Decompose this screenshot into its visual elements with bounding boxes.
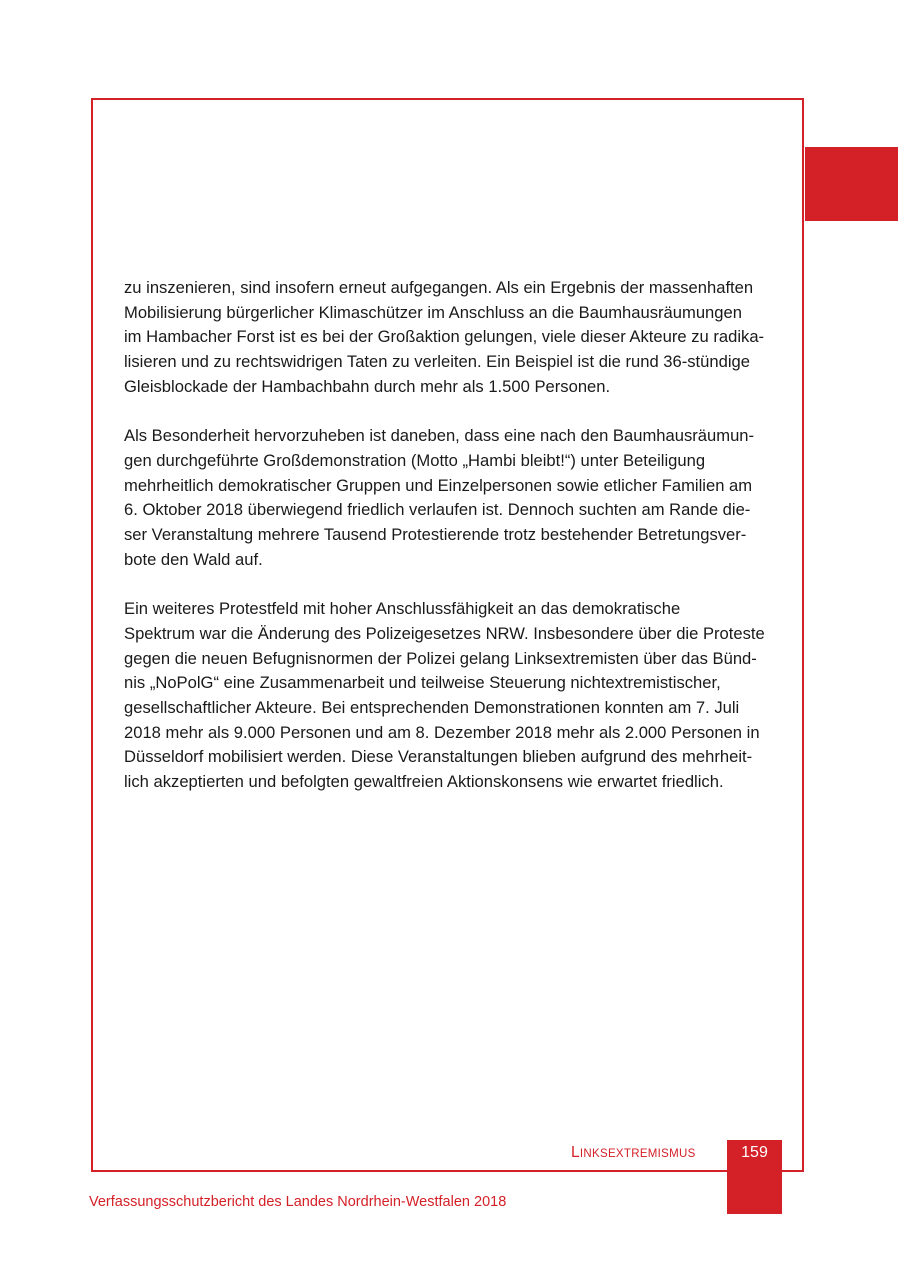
text-line: gen durchgeführte Großdemonstration (Motto „Hambi bleibt!“) unter Beteiligung (124, 450, 706, 470)
page-number: 159 (741, 1144, 768, 1161)
footer-text: Verfassungsschutzbericht des Landes Nordrhein-Westfalen 2018 (89, 1194, 507, 1210)
text-line: ser Veranstaltung mehrere Tausend Protestierende trotz bestehender Betretungsver- (124, 525, 747, 545)
text-line: Mobilisierung bürgerlicher Klimaschützer im Anschluss an die Baumhausräumungen (124, 302, 742, 322)
paragraph-1 (124, 276, 780, 400)
text-line: lich akzeptierten und befolgten gewaltfreien Aktionskonsens wie erwartet friedlich. (124, 772, 724, 792)
text-line: gegen die neuen Befugnisnormen der Polizei gelang Linksextremisten über das Bünd- (124, 648, 757, 668)
text-line: mehrheitlich demokratischer Gruppen und Einzelpersonen sowie etlicher Familien am (124, 475, 753, 495)
section-label-initial: L (571, 1144, 580, 1161)
paragraph-3 (124, 597, 780, 795)
text-line: Gleisblockade der Hambachbahn durch mehr als 1.500 Personen. (124, 376, 611, 396)
text-line: Spektrum war die Änderung des Polizeigesetzes NRW. Insbesondere über die Proteste (124, 623, 765, 643)
text-line: 2018 mehr als 9.000 Personen und am 8. Dezember 2018 mehr als 2.000 Personen in (124, 722, 760, 742)
text-line: Als Besonderheit hervorzuheben ist daneben, dass eine nach den Baumhausräumun- (124, 426, 755, 446)
text-line: Ein weiteres Protestfeld mit hoher Anschlussfähigkeit an das demokratische (124, 599, 681, 619)
text-line: nis „NoPolG“ eine Zusammenarbeit und teilweise Steuerung nichtextremistischer, (124, 673, 721, 693)
text-line: lisieren und zu rechtswidrigen Taten zu verleiten. Ein Beispiel ist die rund 36-stündige (124, 352, 751, 372)
paragraph-2 (124, 424, 780, 572)
text-line: gesellschaftlicher Akteure. Bei entsprechenden Demonstrationen konnten am 7. Juli (124, 697, 740, 717)
text-line: zu inszenieren, sind insofern erneut aufgegangen. Als ein Ergebnis der massenhaften (124, 278, 754, 297)
page-number-box (727, 1140, 782, 1214)
text-line: im Hambacher Forst ist es bei der Großaktion gelungen, viele dieser Akteure zu radika- (124, 327, 765, 347)
section-label-rest: INKSEXTREMISMUS (579, 1148, 696, 1160)
section-label (571, 1144, 696, 1162)
text-line: 6. Oktober 2018 überwiegend friedlich verlaufen ist. Dennoch suchten am Rande die- (124, 500, 751, 520)
text-line: bote den Wald auf. (124, 549, 263, 569)
body-text (124, 276, 780, 795)
text-line: Düsseldorf mobilisiert werden. Diese Veranstaltungen blieben aufgrund des mehrheit- (124, 747, 753, 767)
chapter-tab-marker (805, 147, 898, 221)
